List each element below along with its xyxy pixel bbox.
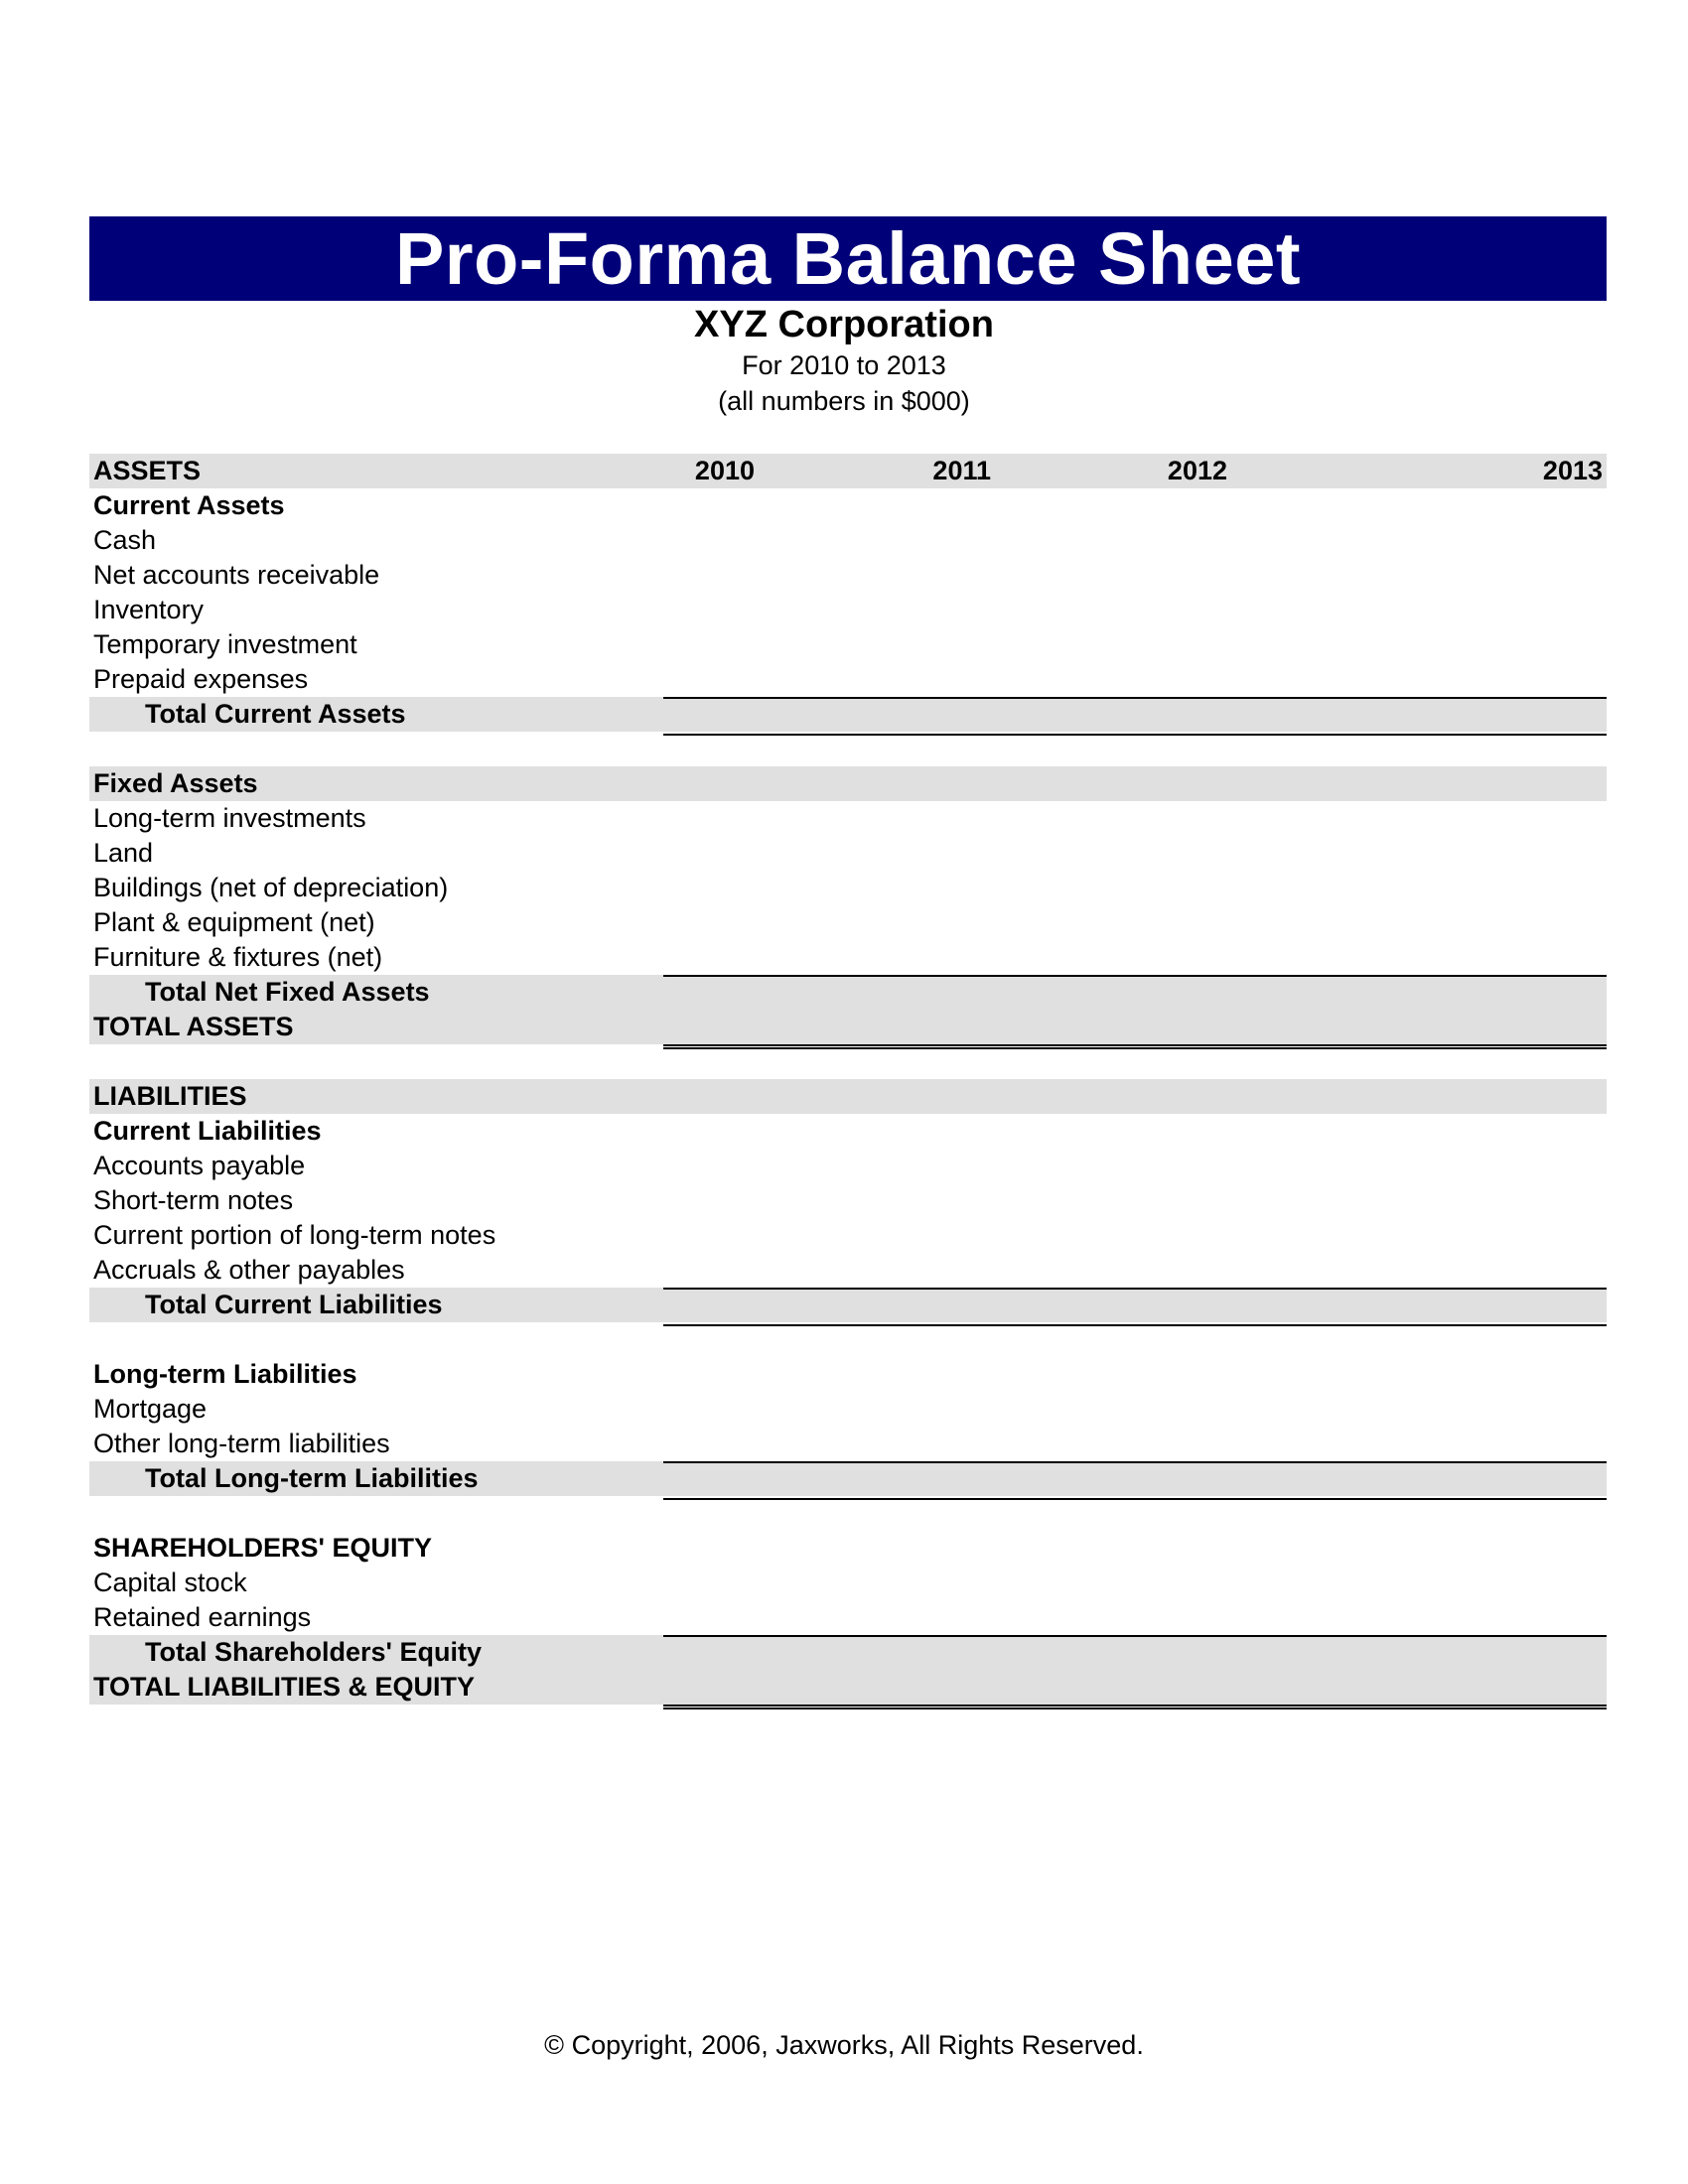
page-title: Pro-Forma Balance Sheet <box>394 216 1302 300</box>
balance-sheet-table <box>89 454 1607 1705</box>
table-row <box>89 940 1607 975</box>
year-2010-header: 2010 <box>694 456 755 485</box>
assets-header: ASSETS <box>93 456 202 485</box>
copyright-notice: © Copyright, 2006, Jaxworks, All Rights Reserved. <box>544 2030 1144 2060</box>
spacer-row <box>89 732 1607 766</box>
table-row <box>89 1600 1607 1635</box>
year-2013-header: 2013 <box>1542 456 1603 485</box>
grand-total-row <box>89 1010 1607 1044</box>
section-heading-row <box>89 1357 1607 1392</box>
total-assets-label: TOTAL ASSETS <box>93 1012 294 1041</box>
total-value-cells <box>663 1288 1607 1326</box>
row-label: Cash <box>93 525 157 555</box>
current-assets-heading: Current Assets <box>93 490 285 520</box>
row-label: Prepaid expenses <box>93 664 309 694</box>
total-row <box>89 697 1607 732</box>
year-2012-header: 2012 <box>1167 456 1227 485</box>
grand-total-row <box>89 1670 1607 1705</box>
units-label: (all numbers in $000) <box>718 386 970 416</box>
row-label: Accounts payable <box>93 1151 306 1180</box>
total-current-assets-label: Total Current Assets <box>145 699 406 729</box>
table-row <box>89 1427 1607 1461</box>
section-heading-row <box>89 1531 1607 1566</box>
company-name: XYZ Corporation <box>694 304 994 345</box>
table-row <box>89 1149 1607 1183</box>
spacer-row <box>89 1496 1607 1531</box>
assets-header-row <box>89 454 1607 488</box>
total-row <box>89 1288 1607 1322</box>
row-label: Temporary investment <box>93 629 357 659</box>
row-label: Retained earnings <box>93 1602 312 1632</box>
total-value-cells <box>663 697 1607 736</box>
total-value-cells <box>663 1010 1607 1049</box>
total-net-fixed-assets-label: Total Net Fixed Assets <box>145 977 430 1007</box>
row-label: Land <box>93 838 154 868</box>
row-label: Capital stock <box>93 1568 247 1597</box>
row-label: Accruals & other payables <box>93 1255 405 1285</box>
total-row <box>89 975 1607 1010</box>
total-value-cells <box>663 1461 1607 1500</box>
total-current-liabilities-label: Total Current Liabilities <box>145 1290 443 1319</box>
row-label: Inventory <box>93 595 205 624</box>
row-label: Short-term notes <box>93 1185 294 1215</box>
table-row <box>89 836 1607 871</box>
total-equity-label: Total Shareholders' Equity <box>145 1637 482 1667</box>
section-header-row <box>89 1079 1607 1114</box>
table-row <box>89 905 1607 940</box>
section-heading-row <box>89 488 1607 523</box>
table-row <box>89 871 1607 905</box>
section-heading-row <box>89 766 1607 801</box>
row-label: Current portion of long-term notes <box>93 1220 496 1250</box>
total-value-cells <box>663 1670 1607 1709</box>
total-longterm-liabilities-label: Total Long-term Liabilities <box>145 1463 479 1493</box>
table-row <box>89 1566 1607 1600</box>
row-label: Mortgage <box>93 1394 208 1424</box>
total-value-cells <box>663 1635 1607 1674</box>
section-heading-row <box>89 1114 1607 1149</box>
total-liabilities-equity-label: TOTAL LIABILITIES & EQUITY <box>93 1672 476 1702</box>
table-row <box>89 1183 1607 1218</box>
row-label: Other long-term liabilities <box>93 1429 390 1458</box>
table-row <box>89 1253 1607 1288</box>
table-row <box>89 523 1607 558</box>
table-row <box>89 662 1607 697</box>
total-value-cells <box>663 975 1607 1014</box>
title-banner <box>89 216 1607 301</box>
table-row <box>89 801 1607 836</box>
spacer-row <box>89 1322 1607 1357</box>
table-row <box>89 593 1607 627</box>
period-label: For 2010 to 2013 <box>742 350 946 380</box>
total-row <box>89 1635 1607 1670</box>
year-2011-header: 2011 <box>932 456 991 485</box>
fixed-assets-heading: Fixed Assets <box>93 768 258 798</box>
total-row <box>89 1461 1607 1496</box>
table-row <box>89 627 1607 662</box>
row-label: Net accounts receivable <box>93 560 380 590</box>
equity-heading: SHAREHOLDERS' EQUITY <box>93 1533 432 1563</box>
row-label: Buildings (net of depreciation) <box>93 873 449 902</box>
longterm-liabilities-heading: Long-term Liabilities <box>93 1359 357 1389</box>
row-label: Plant & equipment (net) <box>93 907 375 937</box>
spacer-row <box>89 1044 1607 1079</box>
row-label: Long-term investments <box>93 803 366 833</box>
current-liabilities-heading: Current Liabilities <box>93 1116 322 1146</box>
table-row <box>89 558 1607 593</box>
table-row <box>89 1392 1607 1427</box>
liabilities-header: LIABILITIES <box>93 1081 247 1111</box>
table-row <box>89 1218 1607 1253</box>
row-label: Furniture & fixtures (net) <box>93 942 383 972</box>
